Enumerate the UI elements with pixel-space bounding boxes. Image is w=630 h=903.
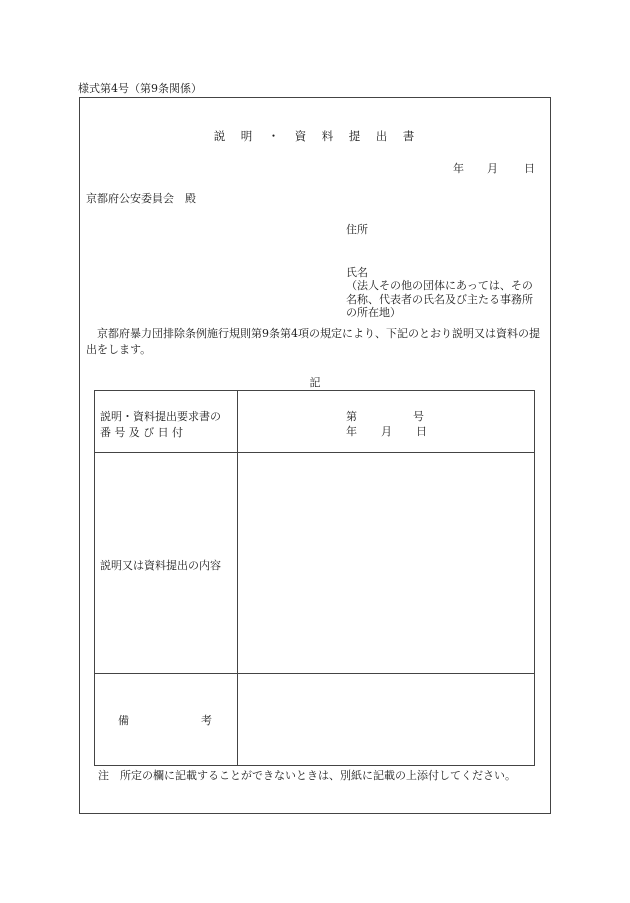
request-label-line2: 番号及び日付 — [100, 426, 187, 439]
ki-heading: 記 — [309, 376, 321, 389]
remarks-label-left: 備 — [118, 714, 129, 727]
date-year-field[interactable]: 年 — [453, 162, 464, 175]
document-title: 説 明 ・ 資 料 提 出 書 — [213, 129, 417, 143]
name-field[interactable]: 氏名 — [346, 266, 368, 279]
body-text: 京都府暴力団排除条例施行規則第9条第4項の規定により、下記のとおり説明又は資料の提出をします。 — [86, 327, 540, 356]
addressee: 京都府公安委員会 殿 — [86, 192, 196, 205]
request-label-line1: 説明・資料提出要求書の — [100, 410, 221, 423]
content-label: 説明又は資料提出の内容 — [100, 559, 221, 572]
form-number: 様式第4号（第9条関係） — [78, 82, 202, 95]
request-date-day[interactable]: 日 — [416, 425, 427, 438]
address-field[interactable]: 住所 — [346, 223, 368, 236]
footnote: 注 所定の欄に記載することができないときは、別紙に記載の上添付してください。 — [98, 769, 516, 782]
remarks-label-right: 考 — [201, 714, 212, 727]
request-number-dai[interactable]: 第 — [346, 410, 357, 423]
request-date-year[interactable]: 年 — [346, 425, 357, 438]
request-number-go[interactable]: 号 — [413, 410, 424, 423]
date-month-field[interactable]: 月 — [487, 162, 498, 175]
content-input-area[interactable] — [237, 452, 534, 672]
date-day-field[interactable]: 日 — [524, 162, 535, 175]
request-date-month[interactable]: 月 — [381, 425, 392, 438]
remarks-input-area[interactable] — [237, 673, 534, 765]
name-note: （法人その他の団体にあっては、その名称、代表者の氏名及び主たる事務所の所在地） — [346, 279, 533, 320]
